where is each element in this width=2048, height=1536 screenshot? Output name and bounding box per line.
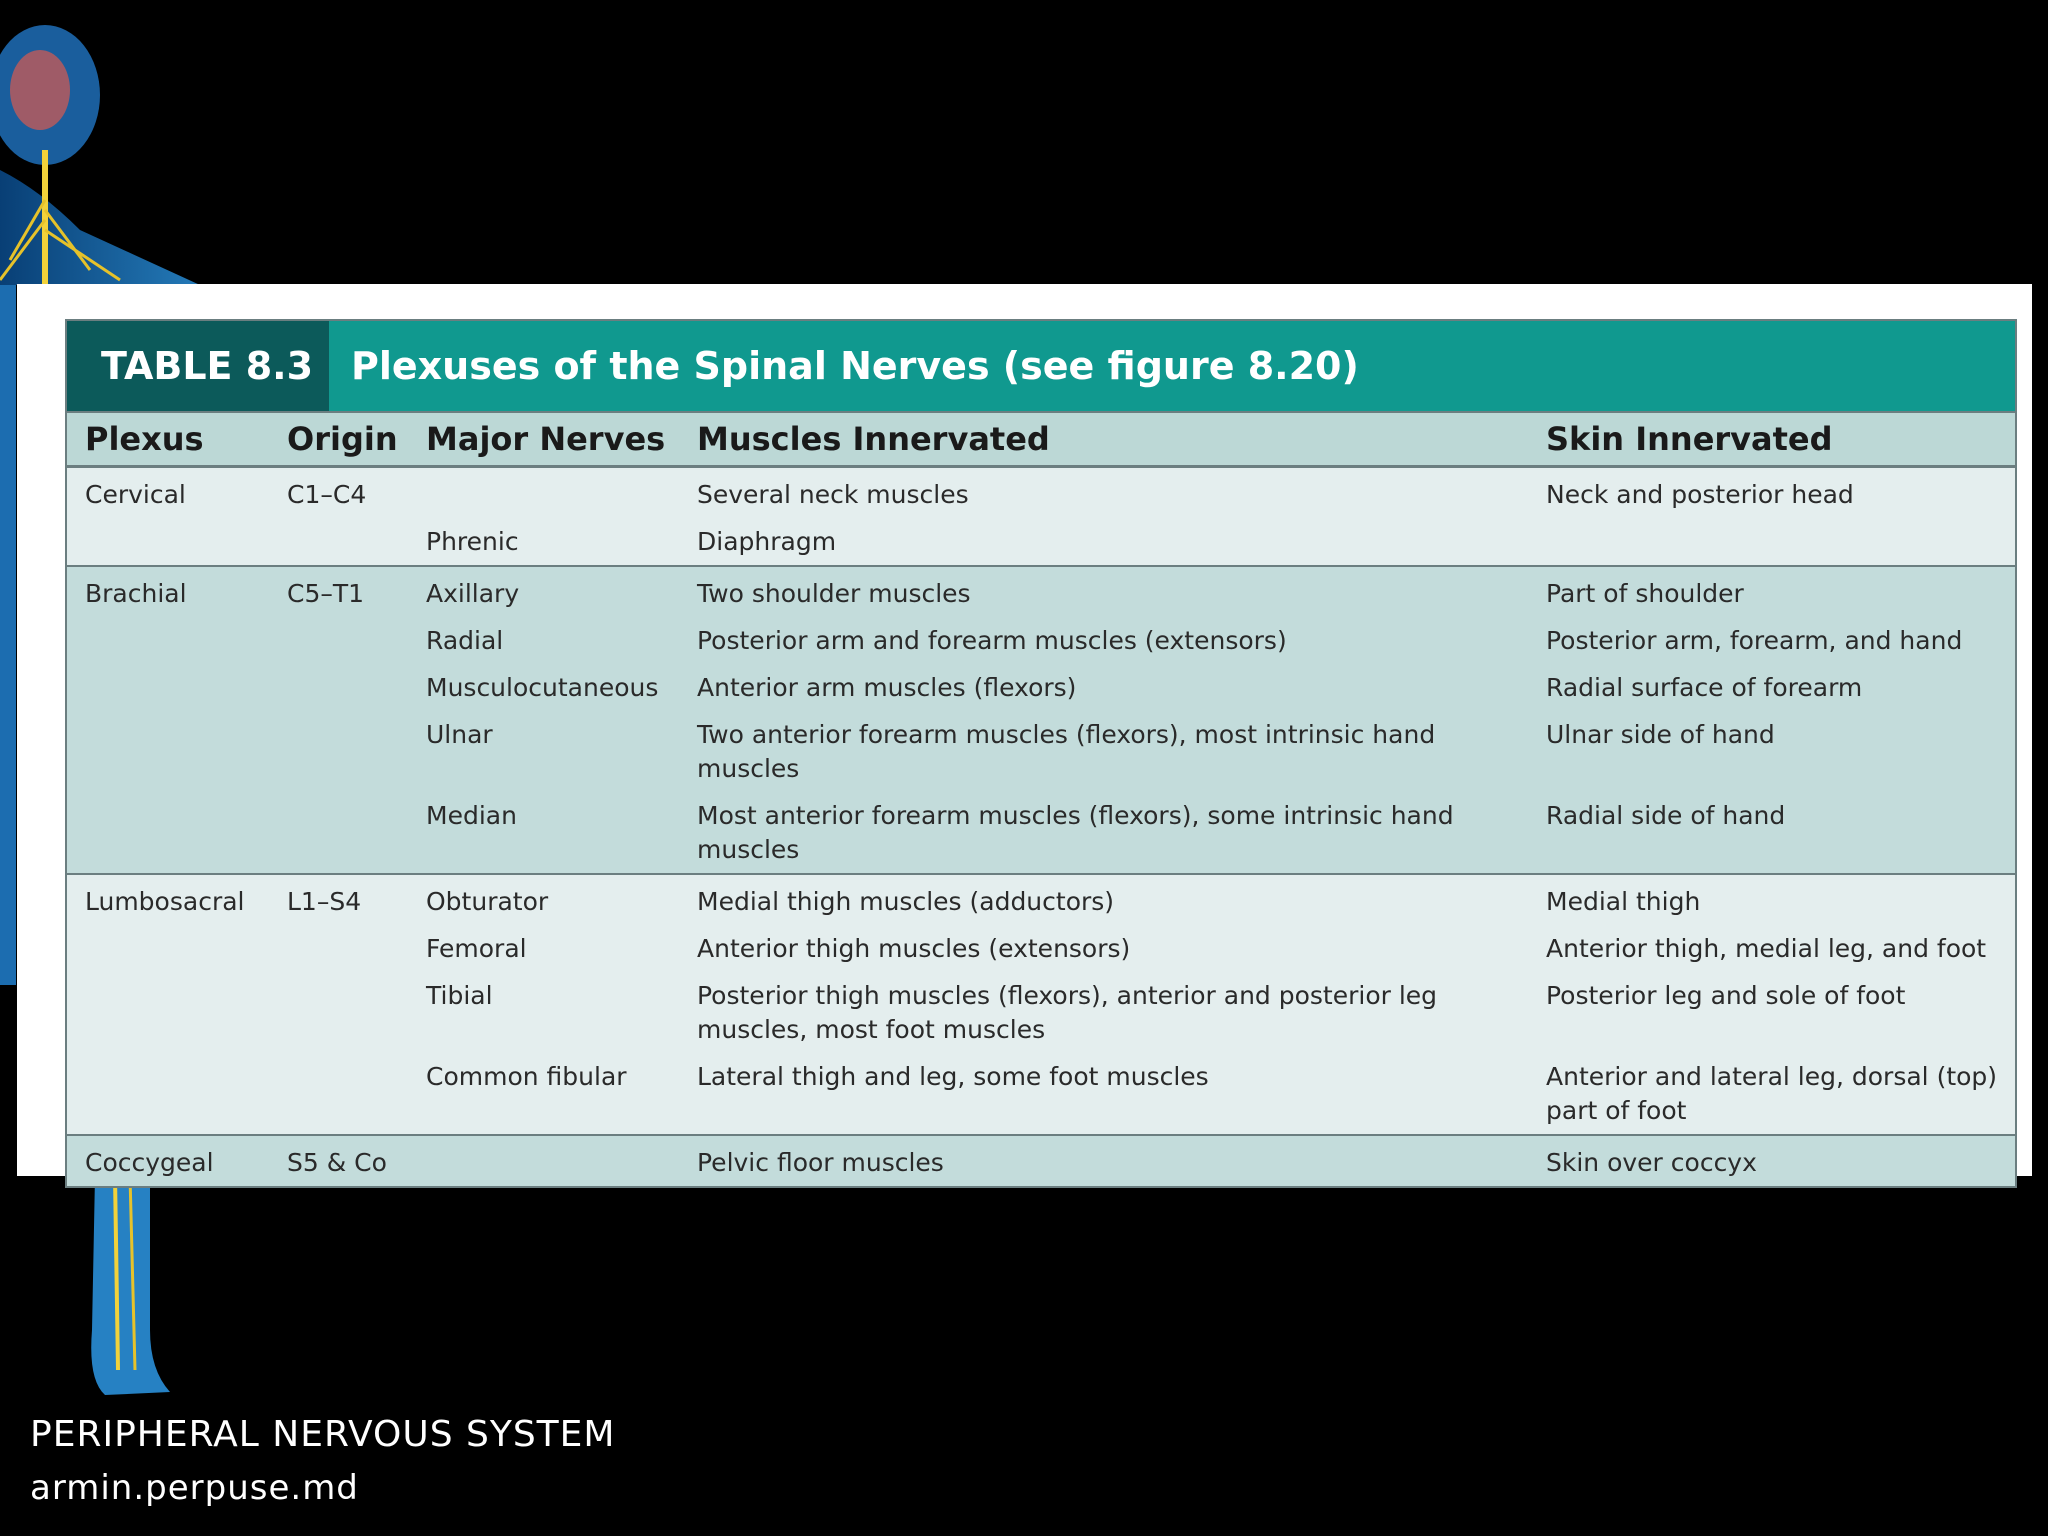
lumbosacral-group bbox=[67, 874, 2015, 1135]
table-title: Plexuses of the Spinal Nerves (see figure 8.20) bbox=[351, 344, 1359, 388]
skin-cell: Anterior thigh, medial leg, and foot bbox=[1528, 925, 2015, 972]
column-header: Plexus bbox=[67, 412, 269, 467]
nerve-cell: Musculocutaneous bbox=[408, 664, 679, 711]
origin-cell: L1–S4 bbox=[269, 874, 408, 925]
plexus-cell bbox=[67, 1053, 269, 1135]
skin-cell: Posterior arm, forearm, and hand bbox=[1528, 617, 2015, 664]
nerve-cell: Axillary bbox=[408, 566, 679, 617]
muscles-cell: Anterior thigh muscles (extensors) bbox=[679, 925, 1528, 972]
skin-cell: Posterior leg and sole of foot bbox=[1528, 972, 2015, 1053]
origin-cell bbox=[269, 664, 408, 711]
muscles-cell: Most anterior forearm muscles (flexors), some intrinsic hand muscles bbox=[679, 792, 1528, 874]
origin-cell: S5 & Co bbox=[269, 1135, 408, 1186]
plexus-cell: Coccygeal bbox=[67, 1135, 269, 1186]
origin-cell: C5–T1 bbox=[269, 566, 408, 617]
cervical-group bbox=[67, 467, 2015, 567]
plexus-cell bbox=[67, 792, 269, 874]
table-row bbox=[67, 467, 2015, 519]
skin-cell: Radial side of hand bbox=[1528, 792, 2015, 874]
plexus-cell bbox=[67, 617, 269, 664]
nerve-cell: Radial bbox=[408, 617, 679, 664]
nerve-cell: Obturator bbox=[408, 874, 679, 925]
column-header: Major Nerves bbox=[408, 412, 679, 467]
plexus-cell bbox=[67, 664, 269, 711]
skin-cell: Skin over coccyx bbox=[1528, 1135, 2015, 1186]
muscles-cell: Diaphragm bbox=[679, 518, 1528, 566]
muscles-cell: Posterior thigh muscles (flexors), anterior and posterior leg muscles, most foot muscles bbox=[679, 972, 1528, 1053]
plexus-cell: Cervical bbox=[67, 467, 269, 519]
skin-cell: Radial surface of forearm bbox=[1528, 664, 2015, 711]
muscles-cell: Lateral thigh and leg, some foot muscles bbox=[679, 1053, 1528, 1135]
origin-cell: C1–C4 bbox=[269, 467, 408, 519]
origin-cell bbox=[269, 972, 408, 1053]
nerve-cell: Phrenic bbox=[408, 518, 679, 566]
column-header: Origin bbox=[269, 412, 408, 467]
table-row bbox=[67, 664, 2015, 711]
plexus-cell bbox=[67, 925, 269, 972]
muscles-cell: Anterior arm muscles (flexors) bbox=[679, 664, 1528, 711]
nerve-cell: Median bbox=[408, 792, 679, 874]
origin-cell bbox=[269, 711, 408, 792]
coccygeal-group bbox=[67, 1135, 2015, 1186]
muscles-cell: Medial thigh muscles (adductors) bbox=[679, 874, 1528, 925]
table-panel bbox=[17, 284, 2032, 1176]
muscles-cell: Two anterior forearm muscles (flexors), most intrinsic hand muscles bbox=[679, 711, 1528, 792]
origin-cell bbox=[269, 792, 408, 874]
muscles-cell: Pelvic floor muscles bbox=[679, 1135, 1528, 1186]
plexus-data-table bbox=[67, 411, 2015, 1186]
plexus-cell: Brachial bbox=[67, 566, 269, 617]
origin-cell bbox=[269, 1053, 408, 1135]
muscles-cell: Posterior arm and forearm muscles (extensors) bbox=[679, 617, 1528, 664]
origin-cell bbox=[269, 925, 408, 972]
nerve-cell: Common fibular bbox=[408, 1053, 679, 1135]
column-header-row bbox=[67, 412, 2015, 467]
plexus-cell bbox=[67, 972, 269, 1053]
table-row bbox=[67, 617, 2015, 664]
skin-cell bbox=[1528, 518, 2015, 566]
nerve-cell: Femoral bbox=[408, 925, 679, 972]
slide-author: armin.perpuse.md bbox=[30, 1468, 359, 1508]
table-row bbox=[67, 566, 2015, 617]
brachial-group bbox=[67, 566, 2015, 874]
nerve-cell: Ulnar bbox=[408, 711, 679, 792]
column-header: Skin Innervated bbox=[1528, 412, 2015, 467]
plexus-cell bbox=[67, 518, 269, 566]
nerve-cell bbox=[408, 1135, 679, 1186]
nerve-cell: Tibial bbox=[408, 972, 679, 1053]
skin-cell: Neck and posterior head bbox=[1528, 467, 2015, 519]
column-header: Muscles Innervated bbox=[679, 412, 1528, 467]
muscles-cell: Two shoulder muscles bbox=[679, 566, 1528, 617]
origin-cell bbox=[269, 518, 408, 566]
table-row bbox=[67, 1053, 2015, 1135]
origin-cell bbox=[269, 617, 408, 664]
muscles-cell: Several neck muscles bbox=[679, 467, 1528, 519]
slide-title: PERIPHERAL NERVOUS SYSTEM bbox=[30, 1414, 616, 1455]
table-header-bar bbox=[67, 321, 2015, 411]
skin-cell: Ulnar side of hand bbox=[1528, 711, 2015, 792]
skin-cell: Medial thigh bbox=[1528, 874, 2015, 925]
plexus-table bbox=[65, 319, 2017, 1188]
plexus-cell bbox=[67, 711, 269, 792]
table-row bbox=[67, 518, 2015, 566]
table-row bbox=[67, 1135, 2015, 1186]
table-number: TABLE 8.3 bbox=[67, 321, 329, 411]
plexus-cell: Lumbosacral bbox=[67, 874, 269, 925]
skin-cell: Anterior and lateral leg, dorsal (top) part of foot bbox=[1528, 1053, 2015, 1135]
table-row bbox=[67, 925, 2015, 972]
table-row bbox=[67, 792, 2015, 874]
table-row bbox=[67, 711, 2015, 792]
table-row bbox=[67, 972, 2015, 1053]
nerve-cell bbox=[408, 467, 679, 519]
table-row bbox=[67, 874, 2015, 925]
skin-cell: Part of shoulder bbox=[1528, 566, 2015, 617]
